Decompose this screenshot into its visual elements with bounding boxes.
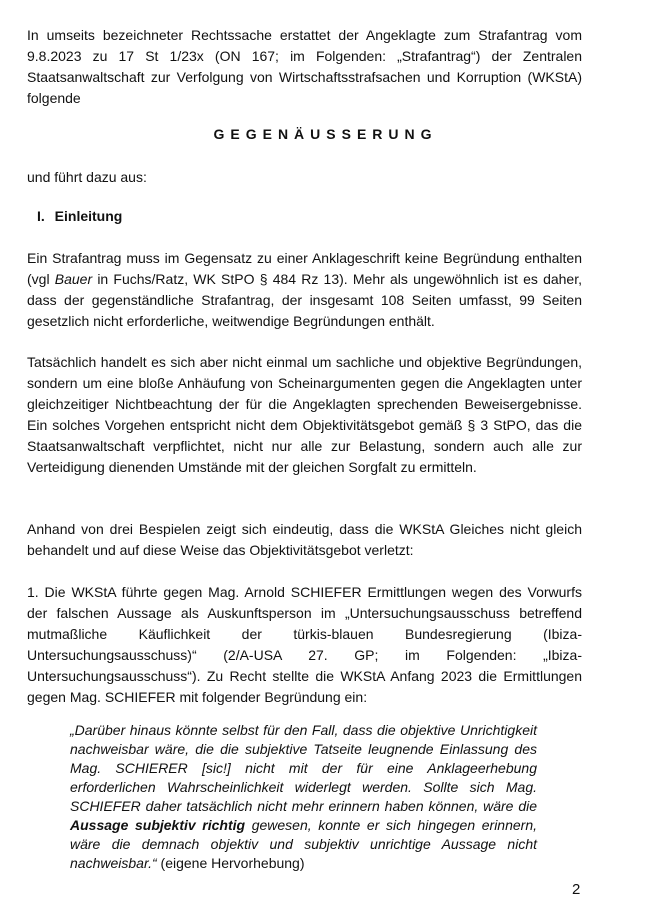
quote-emphasis: Aussage subjektiv richtig (70, 817, 246, 833)
intro-paragraph: In umseits bezeichneter Rechtssache erstattet der Angeklagte zum Strafantrag vom 9.8.2023 zu 17 St 1/23x (ON 167; im Folgenden: „Strafantrag“) der Zentralen Staatsanwaltschaft zur Verfolgung von Wirtschaftsstrafsachen und Korruption (WKStA) folgende (27, 27, 582, 106)
paragraph-objektivitaetsgebot: Tatsächlich handelt es sich aber nicht einmal um sachliche und objektive Begründungen, sondern um eine bloße Anhäufung von Scheinargumenten gegen die Angeklagten unter gleichzeitiger Nichtbeachtung der für die Angeklagten sprechenden Beweisergebnisse. Ein solches Vorgehen entspricht nicht dem Objektivitätsgebot gemäß § 3 StPO, das die Staatsanwaltschaft verpflichtet, nicht nur alle zur Belastung, sondern auch alle zur Verteidigung dienenden Umstände mit der gleichen Sorgfalt zu ermitteln. (27, 354, 582, 475)
paragraph-strafantrag-begruendung (27, 248, 582, 332)
quote-text-a: „Darüber hinaus könnte selbst für den Fall, dass die objektive Unrichtigkeit nachweisbar wäre, die die subjektive Tatseite leugnende Einlassung des Mag. SCHIERER [sic!] nicht mit der für eine Anklageerhebung erforderlichen Wahrscheinlichkeit widerlegt werden. Sollte sich Mag. SCHIEFER daher tatsächlich nicht mehr erinnern haben können, wäre die (70, 722, 537, 814)
paragraph-drei-beispiele: Anhand von drei Bespielen zeigt sich eindeutig, dass die WKStA Gleiches nicht gleich behandelt und auf diese Weise das Objektivitätsgebot verletzt: (27, 521, 582, 558)
paragraph-1-text-b: in Fuchs/Ratz, WK StPO § 484 Rz 13). Mehr als ungewöhnlich ist es daher, dass der gegenständliche Strafantrag, der insgesamt 108 Seiten umfasst, 99 Seiten gesetzlich nicht erforderliche, weitwendige Begründungen enthält. (27, 271, 582, 329)
paragraph-1-text-a: Ein Strafantrag muss im Gegensatz zu einer Anklageschrift keine Begründung enthalten (vgl (27, 250, 582, 287)
quote-note: (eigene Hervorhebung) (156, 855, 305, 871)
quote-text-b: gewesen, konnte er sich hingegen erinnern, wäre die demnach objektiv und subjektiv unrichtige Aussage nicht nachweisbar.“ (70, 817, 537, 871)
block-quote (70, 721, 537, 873)
section-title: Einleitung (54, 208, 123, 224)
paragraph-beispiel-1: 1. Die WKStA führte gegen Mag. Arnold SCHIEFER Ermittlungen wegen des Vorwurfs der falschen Aussage als Auskunftsperson im „Untersuchungsausschuss betreffend mutmaßliche Käuflichkeit der türkis-blauen Bundesregierung (Ibiza-Untersuchungsausschuss)“ (2/A-USA 27. GP; im Folgenden: „Ibiza-Untersuchungsausschuss“). Zu Recht stellte die WKStA Anfang 2023 die Ermittlungen gegen Mag. SCHIEFER mit folgender Begründung ein: (27, 584, 582, 705)
cited-author: Bauer (54, 271, 93, 287)
transition-line: und führt dazu aus: (27, 169, 147, 185)
section-number: I. (37, 208, 45, 224)
page-number: 2 (572, 881, 581, 898)
section-heading-einleitung (37, 206, 122, 227)
document-heading: GEGENÄUSSERUNG (213, 126, 438, 142)
